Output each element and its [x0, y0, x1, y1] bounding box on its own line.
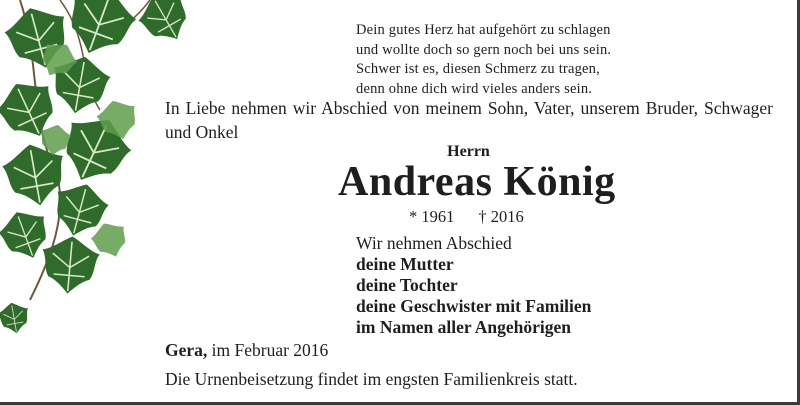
salutation: Herrn [447, 143, 490, 160]
place-and-date [165, 340, 328, 361]
ivy-leaves-decoration [0, 0, 210, 340]
notice-date: im Februar 2016 [207, 340, 329, 360]
poem-line: und wollte doch so gern noch bei uns sein. [356, 41, 612, 58]
intro-text: In Liebe nehmen wir Abschied von meinem Sohn, Vater, unserem Bruder, Schwager und Onkel [165, 98, 773, 142]
poem-line: denn ohne dich wird vieles anders sein. [356, 80, 593, 97]
mourner-entry: im Namen aller Angehörigen [356, 317, 572, 337]
death-year: † 2016 [478, 207, 524, 226]
life-dates [409, 207, 524, 227]
mourner-entry: deine Tochter [356, 275, 458, 295]
deceased-name: Andreas König [338, 159, 616, 205]
mourners-heading: Wir nehmen Abschied [356, 233, 512, 253]
place-city: Gera, [165, 340, 208, 360]
poem [356, 21, 611, 99]
poem-line: Schwer ist es, diesen Schmerz zu tragen, [356, 61, 600, 77]
burial-note: Die Urnenbeisetzung findet im engsten Familienkreis statt. [165, 369, 578, 389]
mourners-block [356, 233, 591, 338]
mourner-entry: deine Geschwister mit Familien [356, 296, 592, 316]
birth-year: * 1961 [409, 207, 455, 226]
poem-line: Dein gutes Herz hat aufgehört zu schlagen [356, 22, 611, 38]
mourner-entry: deine Mutter [356, 254, 454, 274]
